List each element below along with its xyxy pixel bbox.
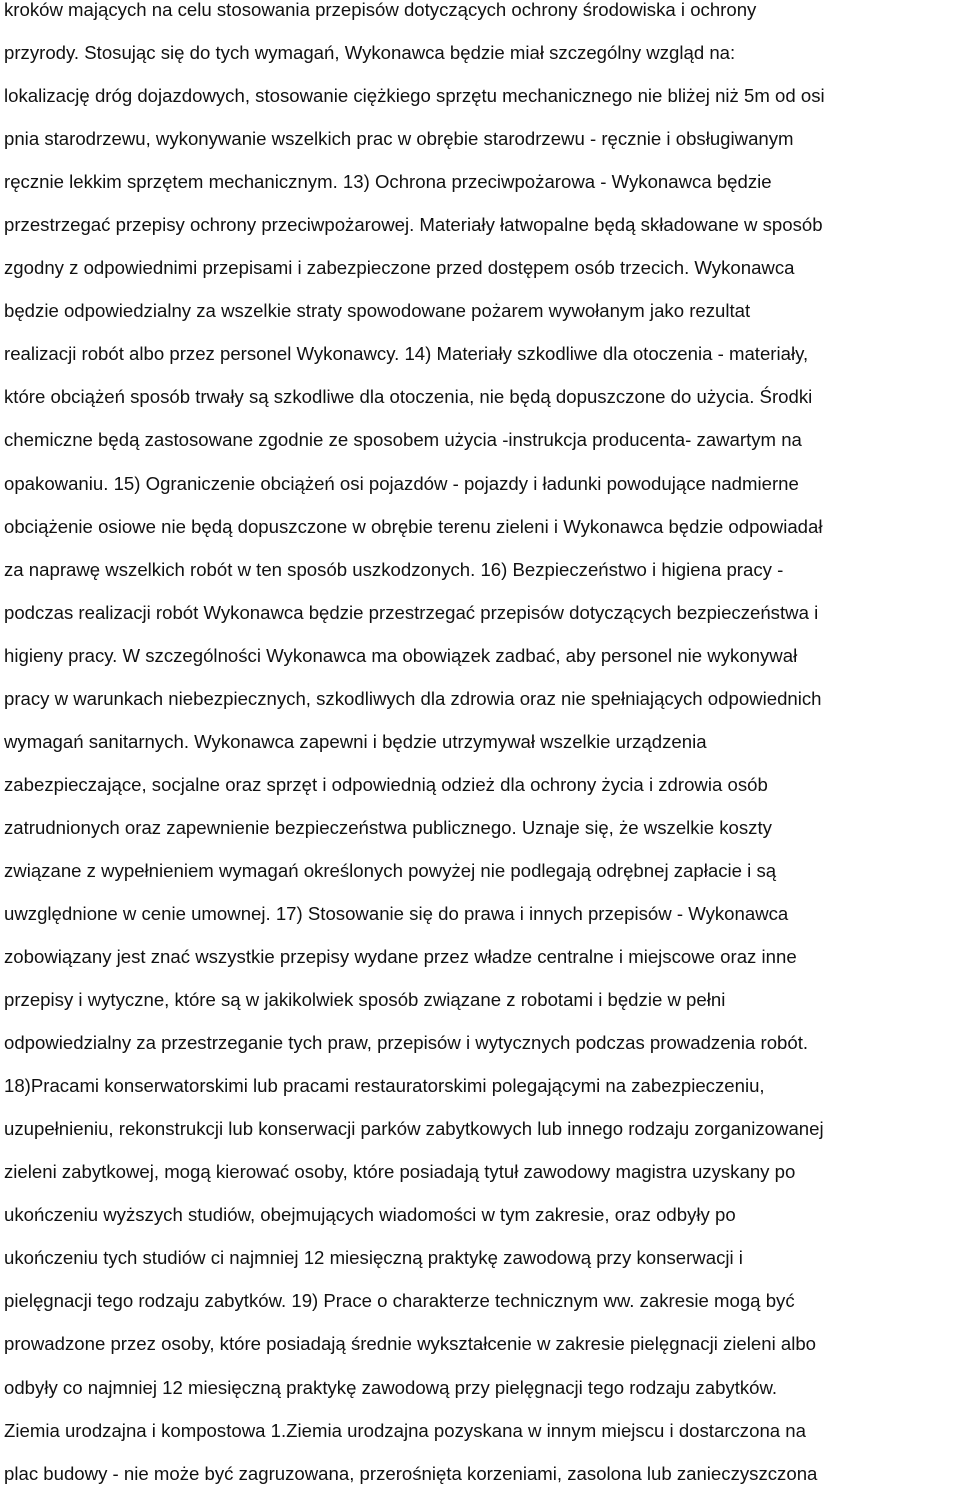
text-line: odpowiedzialny za przestrzeganie tych praw, przepisów i wytycznych podczas prowadzenia robót. <box>4 1032 809 1054</box>
text-line: plac budowy - nie może być zagruzowana, przerośnięta korzeniami, zasolona lub zanieczyszczona <box>4 1462 818 1484</box>
text-line: ukończeniu tych studiów ci najmniej 12 miesięczną praktykę zawodową przy konserwacji i <box>4 1247 743 1269</box>
text-line: Ziemia urodzajna i kompostowa 1.Ziemia urodzajna pozyskana w innym miejscu i dostarczona na <box>4 1419 806 1441</box>
text-line: związane z wypełnieniem wymagań określonych powyżej nie podlegają odrębnej zapłacie i są <box>4 859 777 881</box>
text-line: uwzględnione w cenie umownej. 17) Stosowanie się do prawa i innych przepisów - Wykonawca <box>4 902 789 924</box>
text-line: pielęgnacji tego rodzaju zabytków. 19) Prace o charakterze technicznym ww. zakresie mogą być <box>4 1290 795 1312</box>
text-line: zabezpieczające, socjalne oraz sprzęt i odpowiednią odzież dla ochrony życia i zdrowia osób <box>4 773 768 795</box>
text-line: prowadzone przez osoby, które posiadają średnie wykształcenie w zakresie pielęgnacji zieleni albo <box>4 1333 817 1355</box>
text-line: ukończeniu wyższych studiów, obejmujących wiadomości w tym zakresie, oraz odbyły po <box>4 1204 736 1226</box>
text-line: zobowiązany jest znać wszystkie przepisy wydane przez władze centralne i miejscowe oraz inne <box>4 946 797 968</box>
text-line: które obciążeń sposób trwały są szkodliwe dla otoczenia, nie będą dopuszczone do użycia. Środki <box>4 386 813 408</box>
text-line: zatrudnionych oraz zapewnienie bezpieczeństwa publicznego. Uznaje się, że wszelkie koszty <box>4 816 772 838</box>
text-line: kroków mających na celu stosowania przepisów dotyczących ochrony środowiska i ochrony <box>4 0 757 20</box>
text-line: 18)Pracami konserwatorskimi lub pracami restauratorskimi polegającymi na zabezpieczeniu, <box>4 1075 765 1097</box>
text-line: zgodny z odpowiednimi przepisami i zabezpieczone przed dostępem osób trzecich. Wykonawca <box>4 257 795 279</box>
text-line: zieleni zabytkowej, mogą kierować osoby, które posiadają tytuł zawodowy magistra uzyskany po <box>4 1161 796 1183</box>
text-line: odbyły co najmniej 12 miesięczną praktykę zawodową przy pielęgnacji tego rodzaju zabytków. <box>4 1376 778 1398</box>
text-line: lokalizację dróg dojazdowych, stosowanie ciężkiego sprzętu mechanicznego nie bliżej niż 5m od osi <box>4 85 825 107</box>
text-line: opakowaniu. 15) Ograniczenie obciążeń osi pojazdów - pojazdy i ładunki powodujące nadmierne <box>4 472 799 494</box>
text-line: za naprawę wszelkich robót w ten sposób uszkodzonych. 16) Bezpieczeństwo i higiena pracy - <box>4 558 784 580</box>
text-line: realizacji robót albo przez personel Wykonawcy. 14) Materiały szkodliwe dla otoczenia - materiały, <box>4 343 809 365</box>
text-line: wymagań sanitarnych. Wykonawca zapewni i będzie utrzymywał wszelkie urządzenia <box>4 730 707 752</box>
text-line: będzie odpowiedzialny za wszelkie straty spowodowane pożarem wywołanym jako rezultat <box>4 300 751 322</box>
document-page <box>4 0 960 1505</box>
text-line: podczas realizacji robót Wykonawca będzie przestrzegać przepisów dotyczących bezpieczeństwa i <box>4 601 819 623</box>
text-line: przepisy i wytyczne, które są w jakikolwiek sposób związane z robotami i będzie w pełni <box>4 989 726 1011</box>
text-line: przestrzegać przepisy ochrony przeciwpożarowej. Materiały łatwopalne będą składowane w sposób <box>4 214 823 236</box>
text-line: chemiczne będą zastosowane zgodnie ze sposobem użycia -instrukcja producenta- zawartym na <box>4 429 802 451</box>
text-line: przyrody. Stosując się do tych wymagań, Wykonawca będzie miał szczególny wzgląd na: <box>4 42 736 64</box>
text-line: uzupełnieniu, rekonstrukcji lub konserwacji parków zabytkowych lub innego rodzaju zorganizowanej <box>4 1118 824 1140</box>
text-line: obciążenie osiowe nie będą dopuszczone w obrębie terenu zieleni i Wykonawca będzie odpowiadał <box>4 515 823 537</box>
text-line: pnia starodrzewu, wykonywanie wszelkich prac w obrębie starodrzewu - ręcznie i obsługiwanym <box>4 128 794 150</box>
text-line: ręcznie lekkim sprzętem mechanicznym. 13) Ochrona przeciwpożarowa - Wykonawca będzie <box>4 171 772 193</box>
text-line: pracy w warunkach niebezpiecznych, szkodliwych dla zdrowia oraz nie spełniających odpowiednich <box>4 687 822 709</box>
text-line: higieny pracy. W szczególności Wykonawca ma obowiązek zadbać, aby personel nie wykonywał <box>4 644 798 666</box>
